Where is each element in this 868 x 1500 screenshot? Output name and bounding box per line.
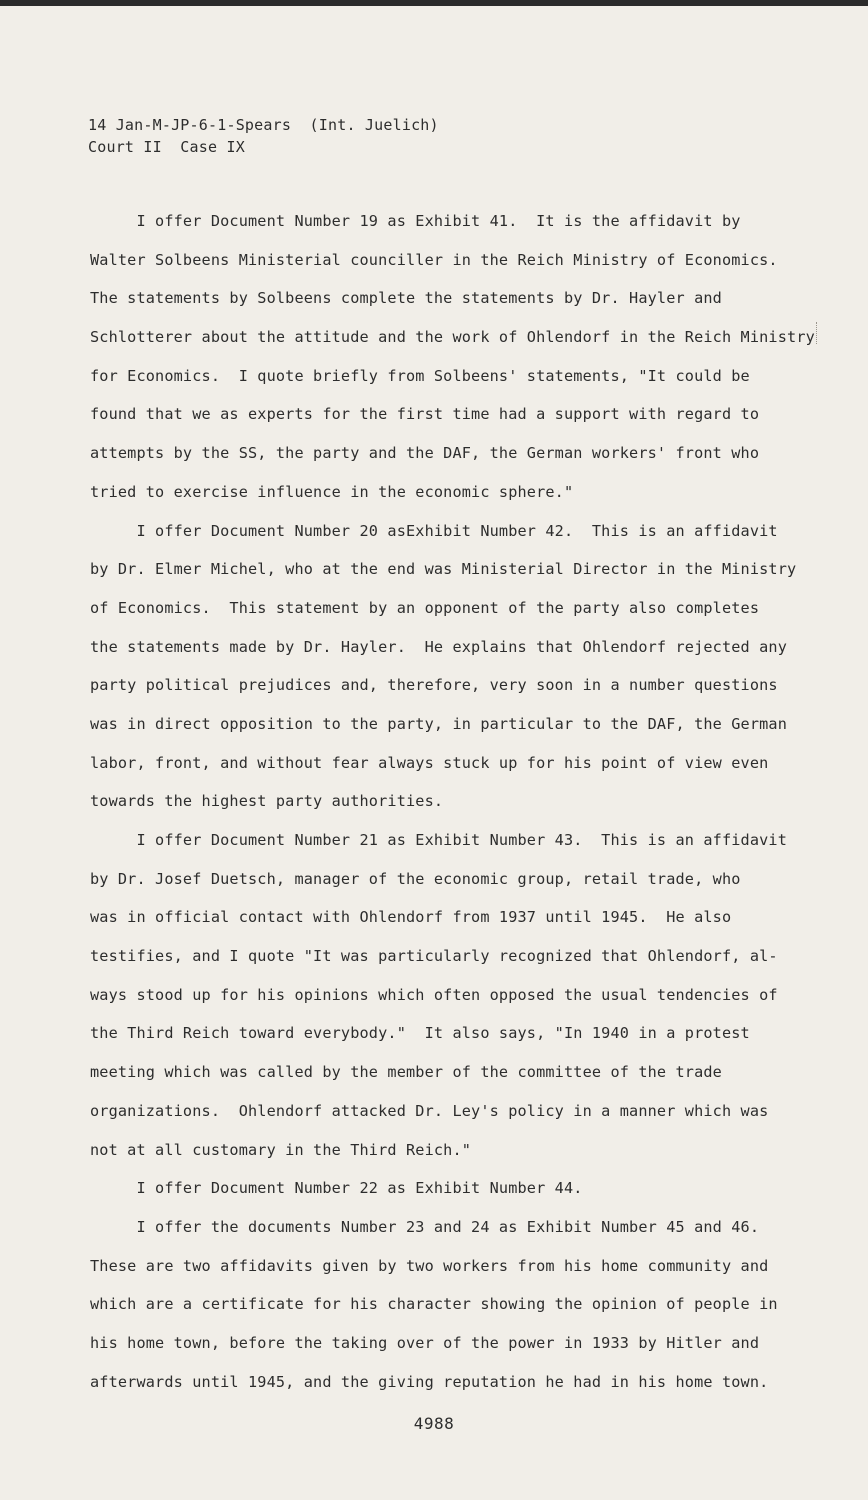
text-line: The statements by Solbeens complete the statements by Dr. Hayler and [90, 289, 722, 308]
text-line: meeting which was called by the member of the committee of the trade [90, 1063, 722, 1082]
header-court-line: Court II Case IX [88, 138, 245, 156]
text-line: I offer the documents Number 23 and 24 as Exhibit Number 45 and 46. [90, 1217, 760, 1236]
document-header [88, 114, 439, 158]
page-number: 4988 [413, 1414, 455, 1433]
text-line: I offer Document Number 20 asExhibit Number 42. This is an affidavit [90, 521, 778, 540]
text-line: party political prejudices and, therefore, very soon in a number questions [90, 676, 778, 695]
text-line: afterwards until 1945, and the giving reputation he had in his home town. [90, 1372, 769, 1391]
text-line: found that we as experts for the first time had a support with regard to [90, 405, 760, 424]
text-line: of Economics. This statement by an opponent of the party also completes [90, 598, 760, 617]
text-line: the statements made by Dr. Hayler. He explains that Ohlendorf rejected any [90, 637, 788, 656]
text-line: was in official contact with Ohlendorf from 1937 until 1945. He also [90, 908, 732, 927]
text-line: Schlotterer about the attitude and the work of Ohlendorf in the Reich Ministry [90, 328, 815, 347]
text-line: labor, front, and without fear always stuck up for his point of view even [90, 753, 769, 772]
text-line: his home town, before the taking over of the power in 1933 by Hitler and [90, 1333, 760, 1352]
text-line: I offer Document Number 22 as Exhibit Number 44. [90, 1179, 583, 1198]
margin-mark [816, 322, 823, 344]
text-line: I offer Document Number 21 as Exhibit Number 43. This is an affidavit [90, 831, 788, 849]
document-body [90, 202, 818, 1401]
text-line: Walter Solbeens Ministerial counciller in the Reich Ministry of Economics. [90, 250, 778, 269]
text-line: was in direct opposition to the party, in particular to the DAF, the German [90, 714, 788, 733]
text-line: I offer Document Number 19 as Exhibit 41. It is the affidavit by [90, 212, 741, 230]
text-line: not at all customary in the Third Reich." [90, 1140, 472, 1159]
text-line: which are a certificate for his character showing the opinion of people in [90, 1295, 778, 1314]
text-line: by Dr. Elmer Michel, who at the end was Ministerial Director in the Ministry [90, 560, 797, 579]
text-line: organizations. Ohlendorf attacked Dr. Ley's policy in a manner which was [90, 1101, 769, 1120]
text-line: towards the highest party authorities. [90, 792, 444, 811]
text-line: for Economics. I quote briefly from Solbeens' statements, "It could be [90, 366, 750, 385]
text-line: testifies, and I quote "It was particularly recognized that Ohlendorf, al- [90, 947, 778, 966]
text-line: the Third Reich toward everybody." It also says, "In 1940 in a protest [90, 1024, 750, 1043]
text-line: These are two affidavits given by two workers from his home community and [90, 1256, 769, 1275]
header-reference-line: 14 Jan-M-JP-6-1-Spears (Int. Juelich) [88, 116, 439, 134]
text-line: by Dr. Josef Duetsch, manager of the economic group, retail trade, who [90, 869, 741, 888]
text-line: ways stood up for his opinions which often opposed the usual tendencies of [90, 985, 778, 1004]
text-line: tried to exercise influence in the economic sphere." [90, 482, 574, 501]
text-line: attempts by the SS, the party and the DAF, the German workers' front who [90, 444, 760, 463]
